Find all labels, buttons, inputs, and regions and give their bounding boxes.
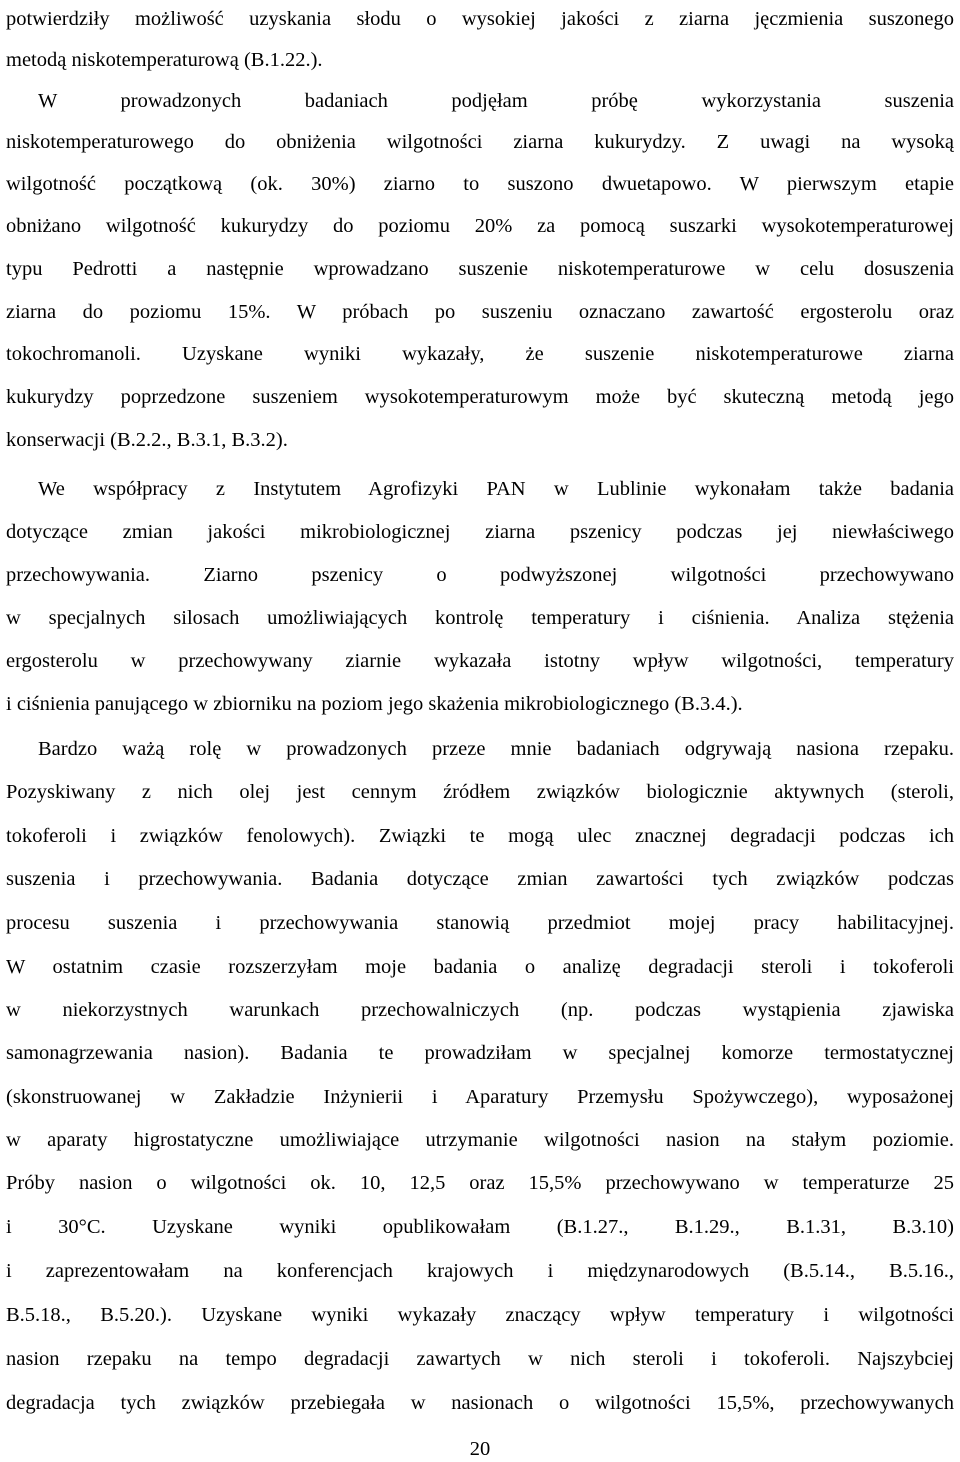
text-line: nasion rzepaku na tempo degradacji zawartych w nich steroli i tokoferoli. Najszybciej bbox=[6, 1348, 954, 1370]
text-line: samonagrzewania nasion). Badania te prowadziłam w specjalnej komorze termostatycznej bbox=[6, 1042, 954, 1064]
text-line: (skonstruowanej w Zakładzie Inżynierii i Aparatury Przemysłu Spożywczego), wyposażonej bbox=[6, 1086, 954, 1108]
text-line: W ostatnim czasie rozszerzyłam moje badania o analizę degradacji steroli i tokoferoli bbox=[6, 956, 954, 978]
text-line: tokoferoli i związków fenolowych). Związki te mogą ulec znacznej degradacji podczas ich bbox=[6, 825, 954, 847]
text-line: w niekorzystnych warunkach przechowalniczych (np. podczas wystąpienia zjawiska bbox=[6, 999, 954, 1021]
text-line: niskotemperaturowego do obniżenia wilgotności ziarna kukurydzy. Z uwagi na wysoką bbox=[6, 131, 954, 153]
text-line: ziarna do poziomu 15%. W próbach po suszeniu oznaczano zawartość ergosterolu oraz bbox=[6, 301, 954, 323]
text-line: suszenia i przechowywania. Badania dotyczące zmian zawartości tych związków podczas bbox=[6, 868, 954, 890]
text-line: wilgotność początkową (ok. 30%) ziarno to suszono dwuetapowo. W pierwszym etapie bbox=[6, 173, 954, 195]
text-line: procesu suszenia i przechowywania stanowią przedmiot mojej pracy habilitacyjnej. bbox=[6, 912, 954, 934]
text-line: potwierdziły możliwość uzyskania słodu o wysokiej jakości z ziarna jęczmienia suszonego bbox=[6, 8, 954, 30]
text-line: w aparaty higrostatyczne umożliwiające utrzymanie wilgotności nasion na stałym poziomie. bbox=[6, 1129, 954, 1151]
text-line: metodą niskotemperaturową (B.1.22.). bbox=[6, 49, 323, 71]
text-line: konserwacji (B.2.2., B.3.1, B.3.2). bbox=[6, 429, 288, 451]
text-line: typu Pedrotti a następnie wprowadzano suszenie niskotemperaturowe w celu dosuszenia bbox=[6, 258, 954, 280]
text-line: Próby nasion o wilgotności ok. 10, 12,5 oraz 15,5% przechowywano w temperaturze 25 bbox=[6, 1172, 954, 1194]
text-line: w specjalnych silosach umożliwiających kontrolę temperatury i ciśnienia. Analiza stężenia bbox=[6, 607, 954, 629]
text-line: tokochromanoli. Uzyskane wyniki wykazały, że suszenie niskotemperaturowe ziarna bbox=[6, 343, 954, 365]
text-line: We współpracy z Instytutem Agrofizyki PAN w Lublinie wykonałam także badania bbox=[38, 478, 954, 500]
page-number: 20 bbox=[469, 1438, 491, 1460]
text-line: Pozyskiwany z nich olej jest cennym źródłem związków biologicznie aktywnych (steroli, bbox=[6, 781, 954, 803]
text-line: i 30°C. Uzyskane wyniki opublikowałam (B.1.27., B.1.29., B.1.31, B.3.10) bbox=[6, 1216, 954, 1238]
text-line: B.5.18., B.5.20.). Uzyskane wyniki wykazały znaczący wpływ temperatury i wilgotności bbox=[6, 1304, 954, 1326]
text-line: przechowywania. Ziarno pszenicy o podwyższonej wilgotności przechowywano bbox=[6, 564, 954, 586]
text-line: i zaprezentowałam na konferencjach krajowych i międzynarodowych (B.5.14., B.5.16., bbox=[6, 1260, 954, 1282]
text-line: degradacja tych związków przebiegała w nasionach o wilgotności 15,5%, przechowywanych bbox=[6, 1392, 954, 1414]
text-line: Bardzo ważą rolę w prowadzonych przeze mnie badaniach odgrywają nasiona rzepaku. bbox=[38, 738, 954, 760]
text-line: i ciśnienia panującego w zbiorniku na poziom jego skażenia mikrobiologicznego (B.3.4.). bbox=[6, 693, 743, 715]
text-line: obniżano wilgotność kukurydzy do poziomu 20% za pomocą suszarki wysokotemperaturowej bbox=[6, 215, 954, 237]
text-line: W prowadzonych badaniach podjęłam próbę wykorzystania suszenia bbox=[38, 90, 954, 112]
text-line: kukurydzy poprzedzone suszeniem wysokotemperaturowym może być skuteczną metodą jego bbox=[6, 386, 954, 408]
text-line: dotyczące zmian jakości mikrobiologicznej ziarna pszenicy podczas jej niewłaściwego bbox=[6, 521, 954, 543]
text-line: ergosterolu w przechowywany ziarnie wykazała istotny wpływ wilgotności, temperatury bbox=[6, 650, 954, 672]
